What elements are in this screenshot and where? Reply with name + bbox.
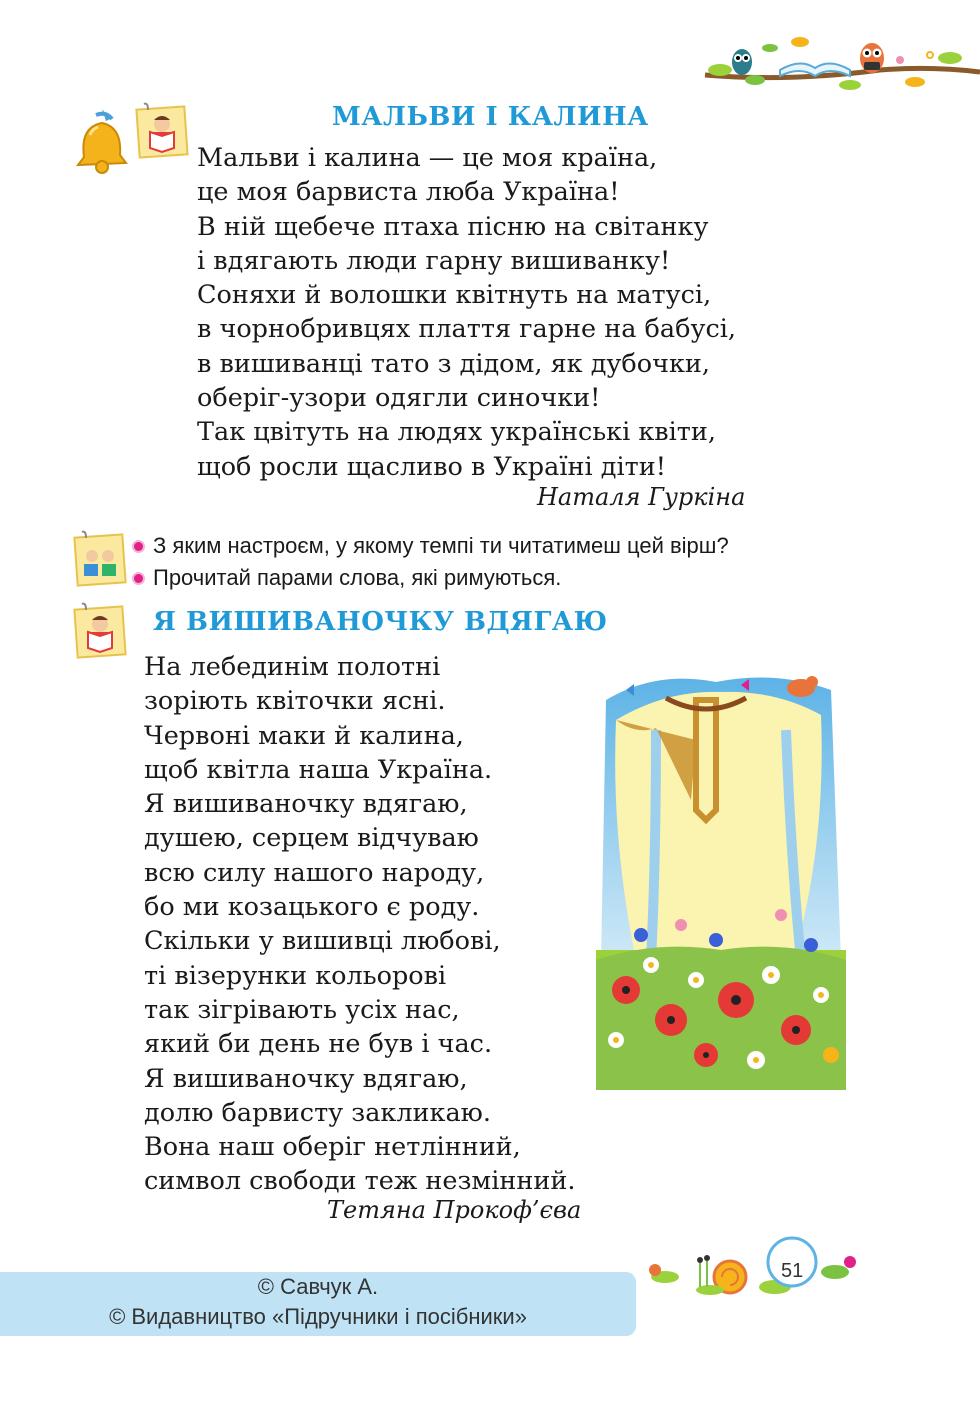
poem-line: в чорнобривцях плаття гарне на бабусі,	[197, 314, 736, 345]
poem-title: Я ВИШИВАНОЧКУ ВДЯГАЮ	[153, 607, 608, 637]
poem-line: Я вишиваночку вдягаю,	[144, 1063, 468, 1094]
copyright-box	[0, 1272, 636, 1336]
poem-line: який би день не був і час.	[144, 1029, 493, 1060]
poem-text	[144, 650, 575, 1199]
poem-line: долю барвисту закликаю.	[144, 1097, 491, 1128]
poem-line: так зігрівають усіх нас,	[144, 994, 460, 1025]
copyright-author: © Савчук А.	[257, 1274, 379, 1299]
reading-child-icon	[134, 102, 190, 160]
bell-icon	[72, 105, 134, 177]
poem-line: щоб росли щасливо в Україні діти!	[197, 451, 666, 482]
poem-line: Скільки у вишивці любові,	[144, 926, 501, 957]
question-icon	[72, 530, 128, 588]
question-text: З яким настроєм, у якому темпі ти читатимеш цей вірш?	[153, 533, 729, 558]
poem-line: це моя барвиста люба Україна!	[197, 177, 620, 208]
poem-line: зоріють квіточки ясні.	[144, 686, 446, 717]
vyshyvanka-illustration	[596, 660, 846, 1090]
poem-author: Тетяна Прокоф’єва	[327, 1196, 582, 1224]
poem-title: МАЛЬВИ І КАЛИНА	[332, 102, 649, 132]
copyright-publisher: © Видавництво «Підручники і посібники»	[109, 1304, 527, 1329]
poem-line: і вдягають люди гарну вишиванку!	[197, 245, 671, 276]
poem-line: Я вишиваночку вдягаю,	[144, 789, 468, 820]
poem-line: щоб квітла наша Україна.	[144, 754, 493, 785]
poem-line: В ній щебече птаха пісню на світанку	[197, 211, 709, 242]
poem-line: в вишиванці тато з дідом, як дубочки,	[197, 348, 711, 379]
poem-line: символ свободи теж незмінний.	[144, 1166, 576, 1197]
page-number: 51	[781, 1260, 804, 1282]
question-item	[132, 565, 561, 591]
snail-flowers-icon	[645, 1232, 860, 1307]
poem-line: душею, серцем відчуваю	[144, 823, 479, 854]
poem-line: ті візерунки кольорові	[144, 960, 447, 991]
poem-text	[197, 141, 736, 484]
poem-line: Червоні маки й калина,	[144, 720, 464, 751]
poem-line: бо ми козацького є роду.	[144, 892, 480, 923]
poem-line: Так цвітуть на людях українські квіти,	[197, 417, 716, 448]
poem-line: Соняхи й волошки квітнуть на матусі,	[197, 280, 712, 311]
poem-line: Вона наш оберіг нетлінний,	[144, 1132, 521, 1163]
reading-child-icon	[72, 602, 128, 660]
question-text: Прочитай парами слова, які римуються.	[153, 565, 562, 590]
bullet-icon	[132, 572, 145, 585]
poem-line: Мальви і калина — це моя країна,	[197, 143, 658, 173]
poem-line: На лебединім полотні	[144, 652, 441, 682]
owl-branch-icon	[700, 30, 980, 100]
poem-author: Наталя Гуркіна	[537, 483, 746, 511]
bullet-icon	[132, 540, 145, 553]
poem-line: всю силу нашого народу,	[144, 857, 485, 888]
poem-line: оберіг-узори одягли синочки!	[197, 383, 601, 414]
question-item	[132, 533, 729, 559]
